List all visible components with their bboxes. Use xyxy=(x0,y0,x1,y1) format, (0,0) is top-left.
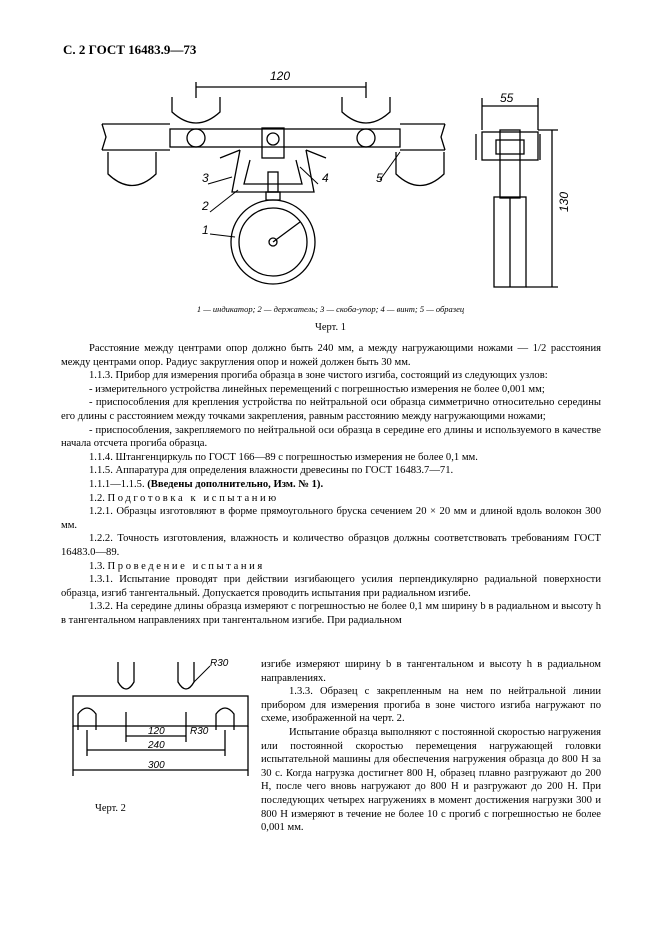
paragraph: Испытание образца выполняют с постоянной скоростью нагружения или постоянной скоростью перемещения нагружающей головки испытательной машины для обеспечения нагружения образца до 800 Н за 30 с. Когда нагрузка достигнет 800 Н, образец плавно разгружают до 200 Н, после чего вновь нагружают до 800 Н и разгружают до 200 Н. При последующих четырех нагружениях в момент достижения нагрузки 300 и 800 Н измеряют в течение не более 10 с прогиб с погрешностью не более 0,001 мм. xyxy=(261,726,601,834)
wrapped-text xyxy=(261,658,601,835)
body-text xyxy=(61,342,601,627)
fig2-radius-top: R30 xyxy=(210,658,229,669)
section-heading xyxy=(61,492,601,506)
figure-1-device-drawing xyxy=(90,62,580,302)
paragraph: Расстояние между центрами опор должно быть 240 мм, а между нагружающими ножами — 1/2 расстояния между центрами опор. Радиус закругления опор и ножей должен быть 30 мм. xyxy=(61,343,601,368)
page-header: С. 2 ГОСТ 16483.9—73 xyxy=(63,42,197,57)
section-heading xyxy=(61,560,601,574)
fig1-dim-120: 120 xyxy=(270,69,291,83)
paragraph: 1.3.3. Образец с закрепленным на нем по нейтральной линии прибором для измерения прогиба в зоне чистого изгиба нагружают по схеме, изображенной на черт. 2. xyxy=(261,686,601,725)
paragraph: 1.2.2. Точность изготовления, влажность и количество образцов должны соответствовать требованиям ГОСТ 16483.0—89. xyxy=(61,533,601,558)
paragraph: - приспособления, закрепляемого по нейтральной оси образца в середине его длины и используемого в качестве начала отсчета прогиба образца. xyxy=(61,424,601,450)
fig1-dim-55: 55 xyxy=(500,91,514,105)
paragraph: изгибе измеряют ширину b в тангентальном и высоту h в радиальном направлениях. xyxy=(261,659,601,684)
figure-1-label: Черт. 1 xyxy=(315,322,346,333)
fig1-dim-130: 130 xyxy=(557,191,571,212)
fig1-callout-3: 3 xyxy=(202,171,209,185)
fig2-dim-120: 120 xyxy=(148,726,165,737)
paragraph: - приспособления для крепления устройства по нейтральной оси образца симметрично относительно середины его длины с расстоянием между точками закрепления, равным расстоянию между нагружающими ножами; xyxy=(61,397,601,422)
paragraph: 1.1.3. Прибор для измерения прогиба образца в зоне чистого изгиба, состоящий из следующих узлов: xyxy=(89,370,548,382)
amendment-note: (Введены дополнительно, Изм. № 1). xyxy=(147,478,324,490)
paragraph: 1.3.2. На середине длины образца измеряют с погрешностью не более 0,1 мм ширину b в радиальном и высоту h в тангентальном направлениях при тангентальном изгибе. При радиальном xyxy=(61,601,601,626)
figure-1-caption: 1 — индикатор; 2 — держатель; 3 — скоба-упор; 4 — винт; 5 — образец xyxy=(196,304,465,314)
section-number: 1.3. xyxy=(89,560,105,572)
paragraph: 1.3.1. Испытание проводят при действии изгибающего усилия перпендикулярно радиальной поверхности образца, изгиб тангентальный. Допускается проводить испытания при радиальном изгибе. xyxy=(61,574,601,599)
fig2-dim-300: 300 xyxy=(148,760,165,771)
paragraph: - измерительного устройства линейных перемещений с погрешностью измерения не более 0,001 мм; xyxy=(89,383,545,395)
figure-2-label: Черт. 2 xyxy=(95,803,126,814)
fig1-callout-4: 4 xyxy=(322,171,329,185)
fig1-callout-5: 5 xyxy=(376,171,383,185)
fig2-radius-bottom: R30 xyxy=(190,726,209,737)
fig1-callout-2: 2 xyxy=(202,199,209,213)
paragraph: 1.1.5. Аппаратура для определения влажности древесины по ГОСТ 16483.7—71. xyxy=(89,465,454,477)
section-number: 1.2. xyxy=(89,492,105,504)
paragraph: 1.1.4. Штангенциркуль по ГОСТ 166—89 с погрешностью измерения не более 0,1 мм. xyxy=(89,451,478,463)
amendment-ref: 1.1.1—1.1.5. xyxy=(89,478,145,490)
paragraph: 1.2.1. Образцы изготовляют в форме прямоугольного бруска сечением 20 × 20 мм и длиной вдоль волокон 300 мм. xyxy=(61,506,601,531)
paragraph xyxy=(61,478,601,492)
fig2-dim-240: 240 xyxy=(148,740,165,751)
figure-2-loading-scheme xyxy=(68,652,252,790)
fig1-callout-1: 1 xyxy=(202,223,209,237)
section-title: Проведение испытания xyxy=(107,560,265,572)
section-title: Подготовка к испытанию xyxy=(107,492,279,504)
